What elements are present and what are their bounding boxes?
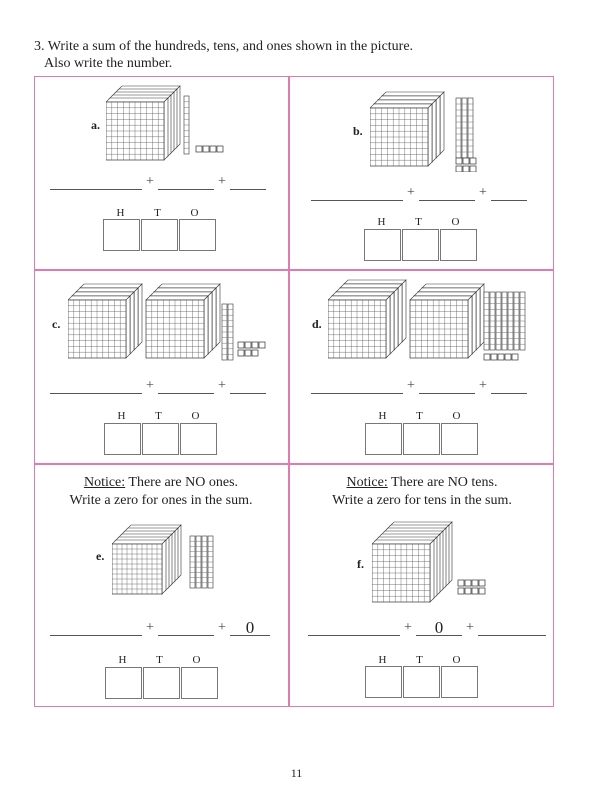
ones-box[interactable] — [179, 219, 216, 251]
ten-rod — [468, 98, 473, 158]
one-cube — [245, 350, 251, 356]
notice-line-2: Write a zero for tens in the sum. — [332, 493, 512, 508]
ten-rod — [490, 292, 495, 350]
grid-divider-vertical — [288, 76, 290, 707]
one-cube — [456, 158, 462, 164]
problem-f-blocks — [372, 518, 492, 610]
ten-rod — [484, 292, 489, 350]
problem-e-answer-boxes — [105, 667, 219, 699]
grid-divider-row-1 — [34, 269, 554, 271]
problem-e-blocks — [112, 520, 242, 600]
problem-c-hundreds-blank[interactable] — [50, 379, 142, 394]
one-cube — [217, 146, 223, 152]
one-cube — [463, 166, 469, 172]
one-cube — [203, 146, 209, 152]
problem-a-hundreds-blank[interactable] — [50, 175, 142, 190]
ones-label: O — [452, 410, 461, 422]
instructions — [34, 38, 413, 72]
ones-box[interactable] — [181, 667, 218, 699]
ten-rod — [202, 536, 207, 588]
plus-sign: + — [479, 185, 487, 200]
ones-label: O — [191, 410, 200, 422]
problem-b-blocks — [370, 84, 540, 172]
plus-sign: + — [466, 620, 474, 635]
problem-d-hto-labels — [364, 410, 475, 422]
ones-label: O — [190, 207, 199, 219]
one-cube — [479, 588, 485, 594]
problem-a-blocks — [106, 82, 276, 162]
base-ten-blocks — [370, 84, 540, 172]
one-cube — [210, 146, 216, 152]
problem-a-answer-boxes — [103, 219, 217, 251]
plus-sign: + — [407, 378, 415, 393]
hundred-flat — [372, 540, 434, 602]
problem-e-letter: e. — [96, 549, 105, 563]
ones-label: O — [192, 654, 201, 666]
problem-c-tens-blank[interactable] — [158, 379, 214, 394]
tens-label: T — [156, 654, 163, 666]
instructions-line-2: Also write the number. — [44, 56, 173, 71]
one-cube — [472, 588, 478, 594]
tens-label: T — [415, 216, 422, 228]
hundred-flat — [370, 104, 432, 166]
base-ten-blocks — [106, 82, 276, 162]
problem-f-ones-blank[interactable] — [478, 621, 546, 636]
base-ten-blocks — [68, 276, 283, 366]
one-cube — [479, 580, 485, 586]
page-number: 11 — [290, 766, 303, 780]
ones-box[interactable] — [441, 423, 478, 455]
problem-d-ones-blank[interactable] — [491, 379, 527, 394]
base-ten-blocks — [372, 518, 492, 610]
ten-rod — [184, 96, 189, 154]
instructions-line-1: 3. Write a sum of the hundreds, tens, and ones shown in the picture. — [34, 39, 414, 54]
ten-rod — [196, 536, 201, 588]
ten-rod — [462, 98, 467, 158]
plus-sign: + — [404, 620, 412, 635]
hundreds-box[interactable] — [364, 229, 401, 261]
problem-d-blocks — [328, 276, 550, 366]
hundreds-label: H — [117, 410, 126, 422]
plus-sign: + — [146, 174, 154, 189]
problem-a-ones-blank[interactable] — [230, 175, 266, 190]
problem-d-hundreds-blank[interactable] — [311, 379, 403, 394]
ten-rod — [190, 536, 195, 588]
hundred-flat — [146, 296, 208, 358]
problem-c-answer-boxes — [104, 423, 218, 455]
tens-box[interactable] — [143, 667, 180, 699]
hundreds-label: H — [116, 207, 125, 219]
tens-box[interactable] — [403, 423, 440, 455]
problem-d-answer-boxes — [365, 423, 479, 455]
ones-label: O — [452, 654, 461, 666]
problem-b-hundreds-blank[interactable] — [311, 186, 403, 201]
one-cube — [259, 342, 265, 348]
hundreds-label: H — [377, 216, 386, 228]
hundred-flat — [106, 98, 168, 160]
problem-b-tens-blank[interactable] — [419, 186, 475, 201]
hundreds-label: H — [378, 410, 387, 422]
one-cube — [238, 350, 244, 356]
hundred-flat — [68, 296, 130, 358]
plus-sign: + — [407, 185, 415, 200]
notice-text: There are NO tens. — [387, 475, 498, 490]
one-cube — [498, 354, 504, 360]
problem-c-ones-blank[interactable] — [230, 379, 266, 394]
one-cube — [470, 158, 476, 164]
ten-rod — [508, 292, 513, 350]
plus-sign: + — [218, 378, 226, 393]
tens-box[interactable] — [402, 229, 439, 261]
hundreds-box[interactable] — [365, 423, 402, 455]
hundreds-label: H — [378, 654, 387, 666]
plus-sign: + — [146, 620, 154, 635]
problem-e-hundreds-blank[interactable] — [50, 621, 142, 636]
tens-label: T — [416, 410, 423, 422]
base-ten-blocks — [112, 520, 242, 600]
ten-rod — [520, 292, 525, 350]
hundreds-box[interactable] — [103, 219, 140, 251]
problem-f-hto-labels — [364, 654, 475, 666]
ones-box[interactable] — [441, 666, 478, 698]
hundreds-box[interactable] — [365, 666, 402, 698]
problem-f-letter: f. — [357, 557, 364, 571]
plus-sign: + — [218, 620, 226, 635]
one-cube — [245, 342, 251, 348]
problem-d-sum — [311, 378, 527, 394]
plus-sign: + — [146, 378, 154, 393]
problem-f-sum — [308, 620, 546, 636]
hundreds-label: H — [118, 654, 127, 666]
plus-sign: + — [218, 174, 226, 189]
problem-b-ones-blank[interactable] — [491, 186, 527, 201]
problem-d-letter: d. — [312, 317, 322, 331]
problem-a-letter: a. — [91, 118, 100, 132]
ones-box[interactable] — [440, 229, 477, 261]
problem-d-tens-blank[interactable] — [419, 379, 475, 394]
one-cube — [491, 354, 497, 360]
one-cube — [465, 580, 471, 586]
problem-a-tens-blank[interactable] — [158, 175, 214, 190]
grid-divider-row-2 — [34, 463, 554, 465]
hundreds-box[interactable] — [104, 423, 141, 455]
problem-b-hto-labels — [363, 216, 474, 228]
one-cube — [505, 354, 511, 360]
tens-label: T — [416, 654, 423, 666]
ten-rod — [502, 292, 507, 350]
hundred-flat — [410, 296, 472, 358]
ones-label: O — [451, 216, 460, 228]
notice-text: There are NO ones. — [125, 475, 239, 490]
problem-a-sum — [50, 174, 266, 190]
problem-c-sum — [50, 378, 266, 394]
hundred-flat — [112, 540, 166, 594]
problem-f-notice — [295, 474, 549, 510]
hundred-flat — [328, 296, 390, 358]
one-cube — [472, 580, 478, 586]
ten-rod — [514, 292, 519, 350]
tens-box[interactable] — [141, 219, 178, 251]
problem-e-hto-labels — [104, 654, 215, 666]
tens-box[interactable] — [403, 666, 440, 698]
problem-e-tens-blank[interactable] — [158, 621, 214, 636]
one-cube — [458, 588, 464, 594]
problem-e-ones-blank[interactable]: 0 — [230, 621, 270, 636]
one-cube — [252, 350, 258, 356]
ones-box[interactable] — [180, 423, 217, 455]
ten-rod — [208, 536, 213, 588]
notice-line-2: Write a zero for ones in the sum. — [69, 493, 253, 508]
ten-rod — [222, 304, 227, 360]
one-cube — [470, 166, 476, 172]
notice-label: Notice: — [346, 475, 388, 490]
hundreds-box[interactable] — [105, 667, 142, 699]
one-cube — [465, 588, 471, 594]
one-cube — [458, 580, 464, 586]
tens-label: T — [154, 207, 161, 219]
problem-f-tens-blank[interactable]: 0 — [416, 621, 462, 636]
one-cube — [238, 342, 244, 348]
one-cube — [196, 146, 202, 152]
problem-c-letter: c. — [52, 317, 61, 331]
tens-label: T — [155, 410, 162, 422]
problem-b-sum — [311, 185, 527, 201]
one-cube — [512, 354, 518, 360]
problem-b-answer-boxes — [364, 229, 478, 261]
problem-f-answer-boxes — [365, 666, 479, 698]
base-ten-blocks — [328, 276, 550, 366]
problem-e-notice — [34, 474, 288, 510]
problem-c-hto-labels — [103, 410, 214, 422]
notice-label: Notice: — [83, 475, 126, 490]
one-cube — [484, 354, 490, 360]
ten-rod — [456, 98, 461, 158]
problem-f-hundreds-blank[interactable] — [308, 621, 400, 636]
problem-a-hto-labels — [102, 207, 213, 219]
one-cube — [463, 158, 469, 164]
ten-rod — [228, 304, 233, 360]
tens-box[interactable] — [142, 423, 179, 455]
plus-sign: + — [479, 378, 487, 393]
problem-b-letter: b. — [353, 124, 363, 138]
ten-rod — [496, 292, 501, 350]
problem-c-blocks — [68, 276, 283, 366]
one-cube — [252, 342, 258, 348]
one-cube — [456, 166, 462, 172]
problem-e-sum — [50, 620, 270, 636]
